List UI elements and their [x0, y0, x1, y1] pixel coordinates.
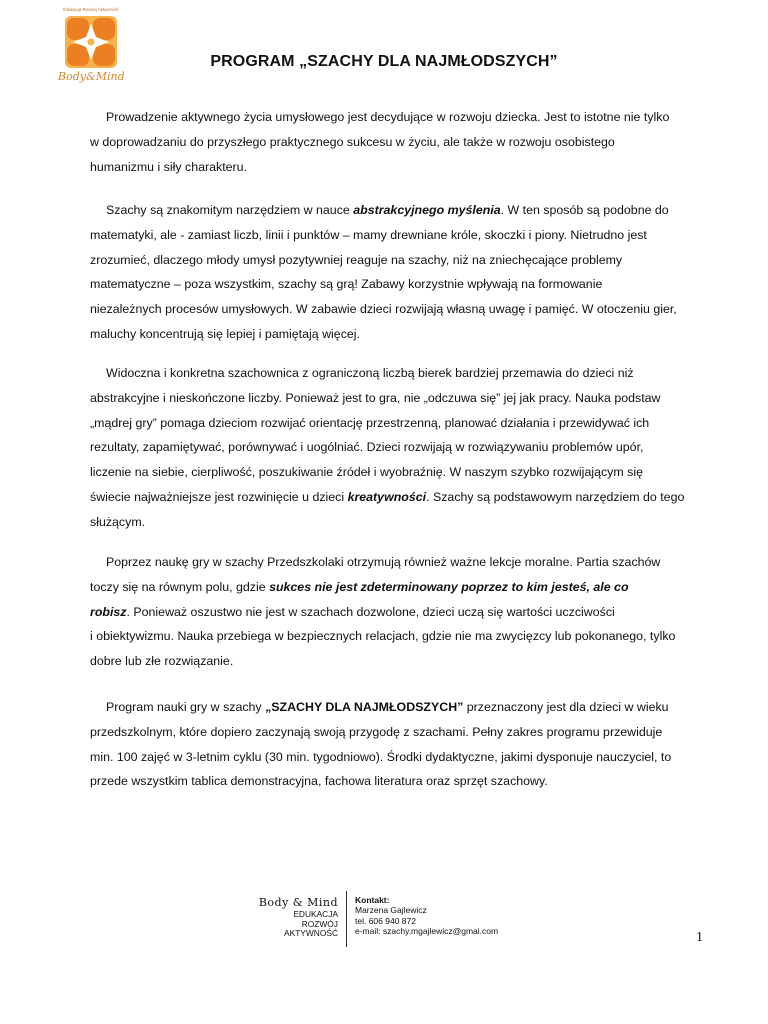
text-run: maluchy koncentrują się lepiej i pamiętają więcej. [90, 326, 360, 341]
paragraph-chessboard [90, 361, 690, 535]
text-line [90, 460, 690, 485]
text-run: i obiektywizmu. Nauka przebiega w bezpiecznych relacjach, gdzie nie ma zwycięzcy lub pokonanego, tylko [90, 629, 676, 644]
text-run: . Szachy są podstawowym narzędziem do tego [426, 489, 685, 504]
text-run: toczy się na równym polu, gdzie [90, 579, 270, 594]
text-run: przeznaczony jest dla dzieci w wieku [463, 700, 669, 714]
text-line [90, 272, 690, 297]
text-line [90, 769, 690, 794]
text-line [90, 198, 690, 223]
text-run: Poprzez naukę gry w szachy Przedszkolaki otrzymują również ważne lekcje moralne. Partia szachów [106, 555, 661, 569]
footer-brand-line: EDUKACJA [293, 909, 338, 919]
text-line [90, 130, 690, 155]
emphasis-text: abstrakcyjnego myślenia [353, 203, 501, 217]
footer-brand-line: ROZWÓJ [301, 918, 338, 929]
contact-label: Kontakt: [355, 895, 390, 905]
body-and-mind-logo [58, 6, 124, 92]
footer-brand [250, 896, 338, 939]
text-line [90, 155, 690, 180]
emphasis-text: sukces nie jest zdeterminowany poprzez to kim jesteś, ale co [269, 579, 629, 594]
text-line [90, 720, 690, 745]
text-run: Prowadzenie aktywnego życia umysłowego jest decydujące w rozwoju dziecka. Jest to istotne nie tylko [106, 110, 670, 124]
text-line [90, 386, 690, 411]
emphasis-text: „SZACHY DLA NAJMŁODSZYCH” [265, 700, 464, 714]
contact-email: e-mail: szachy.mgajlewicz@gmai.com [355, 926, 499, 937]
text-line [90, 248, 690, 273]
text-run: niezależnych procesów umysłowych. W zabawie dzieci rozwijają własną uwagę i pamięć. W otoczeniu gier, [90, 302, 677, 317]
text-run: abstrakcyjne i nieskończone liczby. Ponieważ jest to gra, nie „odczuwa się” jej jak pracy. Nauka podstaw [90, 390, 661, 405]
text-run: Widoczna i konkretna szachownica z ograniczoną liczbą bierek bardziej przemawia do dzieci niż [106, 366, 634, 380]
text-line [90, 510, 690, 535]
text-run: Szachy są znakomitym narzędziem w nauce [106, 203, 354, 217]
text-run: . W ten sposób są podobne do [500, 203, 669, 217]
text-run: świecie najważniejsze jest rozwinięcie u dzieci [90, 489, 348, 504]
logo-brand-name: Body&Mind [58, 70, 125, 83]
logo-tagline: Edukacja Rozwój Aktywność [63, 7, 119, 12]
text-line [90, 322, 690, 347]
text-run: dobre lub złe rozwiązanie. [90, 654, 234, 669]
text-run: „mądrej gry” pomaga dzieciom rozwijać orientację przestrzenną, planować działania i przewidywać ich [90, 415, 650, 430]
text-run: humanizmu i siły charakteru. [90, 159, 248, 174]
document-title: PROGRAM „SZACHY DLA NAJMŁODSZYCH” [210, 53, 558, 70]
text-run: matematyki, ale - zamiast liczb, linii i punktów – mamy drewniane króle, skoczki i piony. Nietrudno jest [90, 227, 647, 242]
text-line [90, 600, 690, 625]
emphasis-text: robisz [90, 604, 127, 619]
paragraph-intro [90, 105, 690, 179]
text-run: Program nauki gry w szachy [106, 700, 266, 714]
text-line [90, 297, 690, 322]
text-line [90, 550, 690, 575]
text-run: rezultaty, zapamiętywać, porównywać i uogólniać. Dzieci rozwijają w rozwiązywaniu problemów upór, [90, 440, 644, 455]
paragraph-abstract-thinking [90, 198, 690, 347]
footer-brand-title: Body & Mind [258, 896, 338, 909]
text-line [90, 411, 690, 436]
text-run: zrozumieć, dlaczego młody umysł pozytywniej reaguje na szachy, niż na zniechęcające problemy [90, 252, 623, 267]
text-line [90, 105, 690, 130]
text-line [90, 223, 690, 248]
footer-contact [355, 895, 498, 937]
text-line [90, 695, 690, 720]
text-run: matematyczne – poza wszystkim, szachy są grą! Zabawy korzystnie wpływają na formowanie [90, 277, 603, 292]
text-run: w doprowadzaniu do przyszłego praktycznego sukcesu w życiu, ale także w rozwoju osobistego [90, 134, 615, 149]
text-run: przedszkolnym, które dopiero zaczynają swoją przygodę z szachami. Pełny zakres programu przewiduje [90, 724, 663, 739]
paragraph-moral-lessons [90, 550, 690, 674]
text-line [90, 435, 690, 460]
text-line [90, 649, 690, 674]
emphasis-text: kreatywności [347, 489, 427, 504]
contact-phone: tel. 606 940 872 [355, 915, 416, 926]
text-line [90, 485, 690, 510]
text-line [90, 624, 690, 649]
text-line [90, 361, 690, 386]
text-run: liczenie na siebie, cierpliwość, poszukiwanie źródeł i wyobraźnię. W naszym szybko rozwijającym się [90, 465, 643, 480]
contact-name: Marzena Gajlewicz [355, 905, 427, 916]
text-line [90, 575, 690, 600]
text-run: min. 100 zajęć w 3-letnim cyklu (30 min. tygodniowo). Środki dydaktyczne, jakimi dysponuje nauczyciel, to [90, 749, 672, 764]
footer-brand-line: AKTYWNOŚĆ [284, 928, 338, 938]
text-run: przede wszystkim tablica demonstracyjna, fachowa literatura oraz sprzęt szachowy. [90, 774, 548, 789]
text-run: . Ponieważ oszustwo nie jest w szachach dozwolone, dzieci uczą się wartości uczciwości [126, 604, 615, 619]
page-number: 1 [696, 930, 703, 945]
text-run: służącym. [90, 514, 146, 529]
paragraph-program-scope [90, 695, 690, 794]
footer-divider [346, 891, 347, 947]
text-line [90, 745, 690, 770]
